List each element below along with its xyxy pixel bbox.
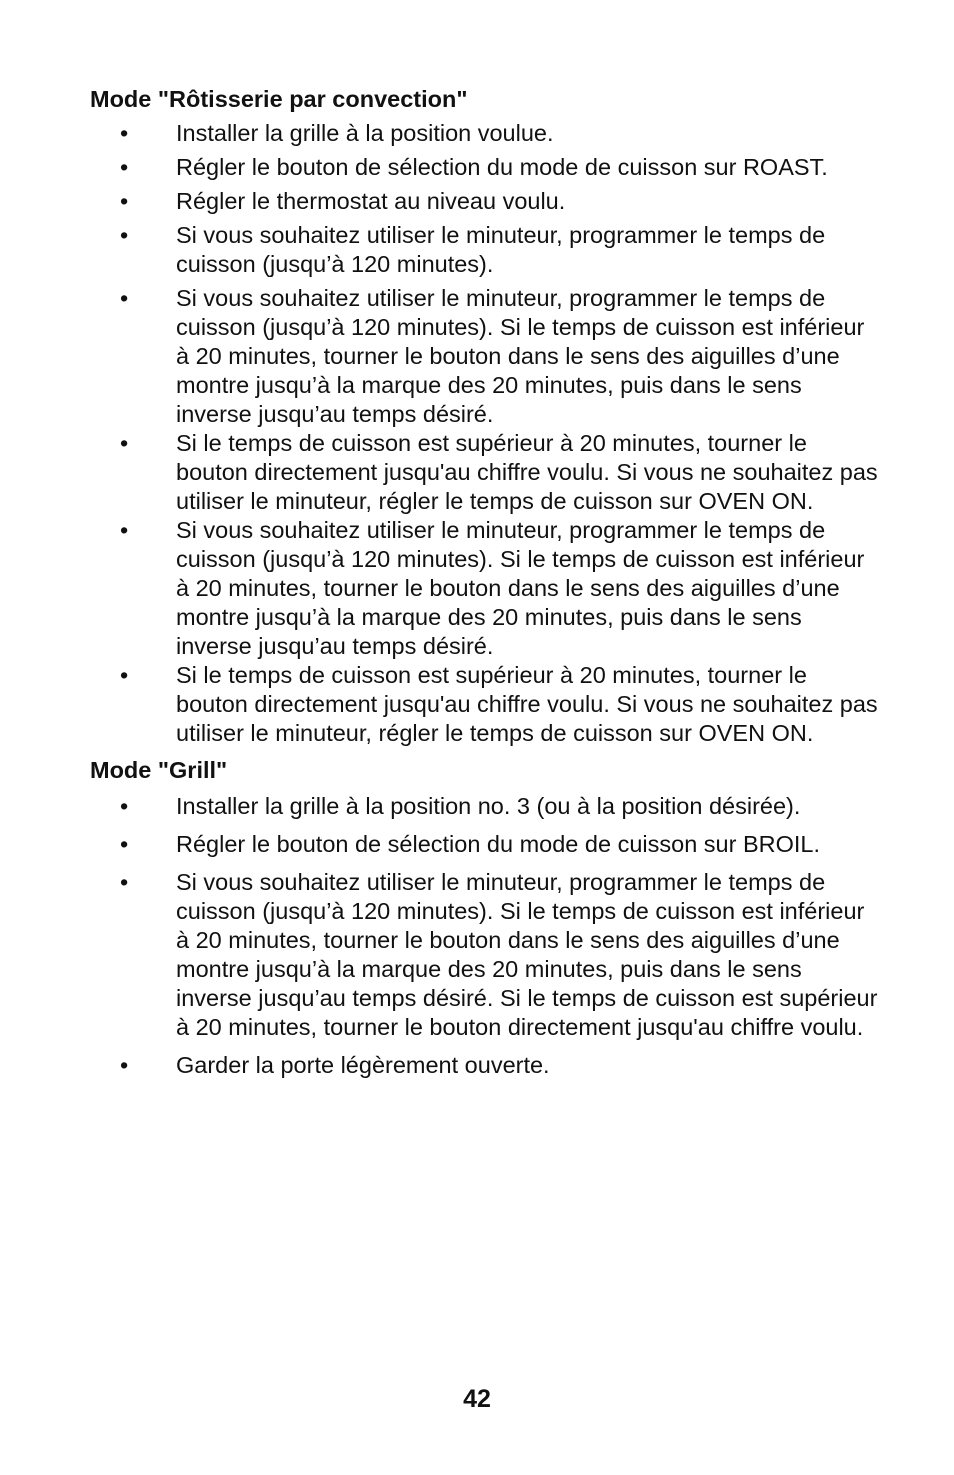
grill-bullet-list [90,792,880,1080]
bullet-icon: • [120,869,129,895]
list-item [90,661,880,748]
bullet-icon: • [120,662,129,688]
list-item [90,429,880,516]
list-item [90,284,880,429]
section-title-grill: Mode "Grill" [90,757,228,783]
list-item-text: Garder la porte légèrement ouverte. [176,1052,550,1078]
section-title-rotisserie: Mode "Rôtisserie par convection" [90,86,468,112]
list-item-text: Si vous souhaitez utiliser le minuteur, programmer le temps de cuisson (jusqu’à 120 minutes). Si le temps de cuisson est inférieur à 20 minutes, tourner le bouton dans le sens des aiguilles d’une montre jusqu’à la marque des 20 minutes, puis dans le sens inverse jusqu’au temps désiré. Si le temps de cuisson est supérieur à 20 minutes, tourner le bouton directement jusqu'au chiffre voulu. [176,869,878,1040]
rotisserie-bullet-list [90,119,880,748]
list-item-text: Si vous souhaitez utiliser le minuteur, programmer le temps de cuisson (jusqu’à 120 minutes). Si le temps de cuisson est inférieur à 20 minutes, tourner le bouton dans le sens des aiguilles d’une montre jusqu’à la marque des 20 minutes, puis dans le sens inverse jusqu’au temps désiré. [176,517,865,659]
list-item-text: Si vous souhaitez utiliser le minuteur, programmer le temps de cuisson (jusqu’à 120 minutes). Si le temps de cuisson est inférieur à 20 minutes, tourner le bouton dans le sens des aiguilles d’une montre jusqu’à la marque des 20 minutes, puis dans le sens inverse jusqu’au temps désiré. [176,285,865,427]
list-item [90,221,880,279]
list-item [90,187,880,216]
list-item [90,830,880,859]
bullet-icon: • [120,154,129,180]
bullet-icon: • [120,430,129,456]
list-item-text: Régler le bouton de sélection du mode de cuisson sur BROIL. [176,831,821,857]
list-item-text: Si vous souhaitez utiliser le minuteur, programmer le temps de cuisson (jusqu’à 120 minutes). [176,222,826,277]
page-number: 42 [463,1385,491,1413]
list-item-text: Si le temps de cuisson est supérieur à 20 minutes, tourner le bouton directement jusqu'au chiffre voulu. Si vous ne souhaitez pas utiliser le minuteur, régler le temps de cuisson sur OVEN ON. [176,662,878,746]
bullet-icon: • [120,222,129,248]
list-item [90,792,880,821]
list-item-text: Régler le thermostat au niveau voulu. [176,188,566,214]
bullet-icon: • [120,831,129,857]
list-item-text: Si le temps de cuisson est supérieur à 20 minutes, tourner le bouton directement jusqu'au chiffre voulu. Si vous ne souhaitez pas utiliser le minuteur, régler le temps de cuisson sur OVEN ON. [176,430,878,514]
bullet-icon: • [120,120,129,146]
bullet-icon: • [120,1052,129,1078]
list-item [90,1051,880,1080]
list-item-text: Installer la grille à la position no. 3 (ou à la position désirée). [176,793,801,819]
list-item-text: Régler le bouton de sélection du mode de cuisson sur ROAST. [176,154,828,180]
bullet-icon: • [120,285,129,311]
list-item [90,868,880,1042]
list-item-text: Installer la grille à la position voulue. [176,120,554,146]
bullet-icon: • [120,517,129,543]
list-item [90,119,880,148]
list-item [90,516,880,661]
bullet-icon: • [120,793,129,819]
list-item [90,153,880,182]
document-page [90,84,880,1080]
bullet-icon: • [120,188,129,214]
